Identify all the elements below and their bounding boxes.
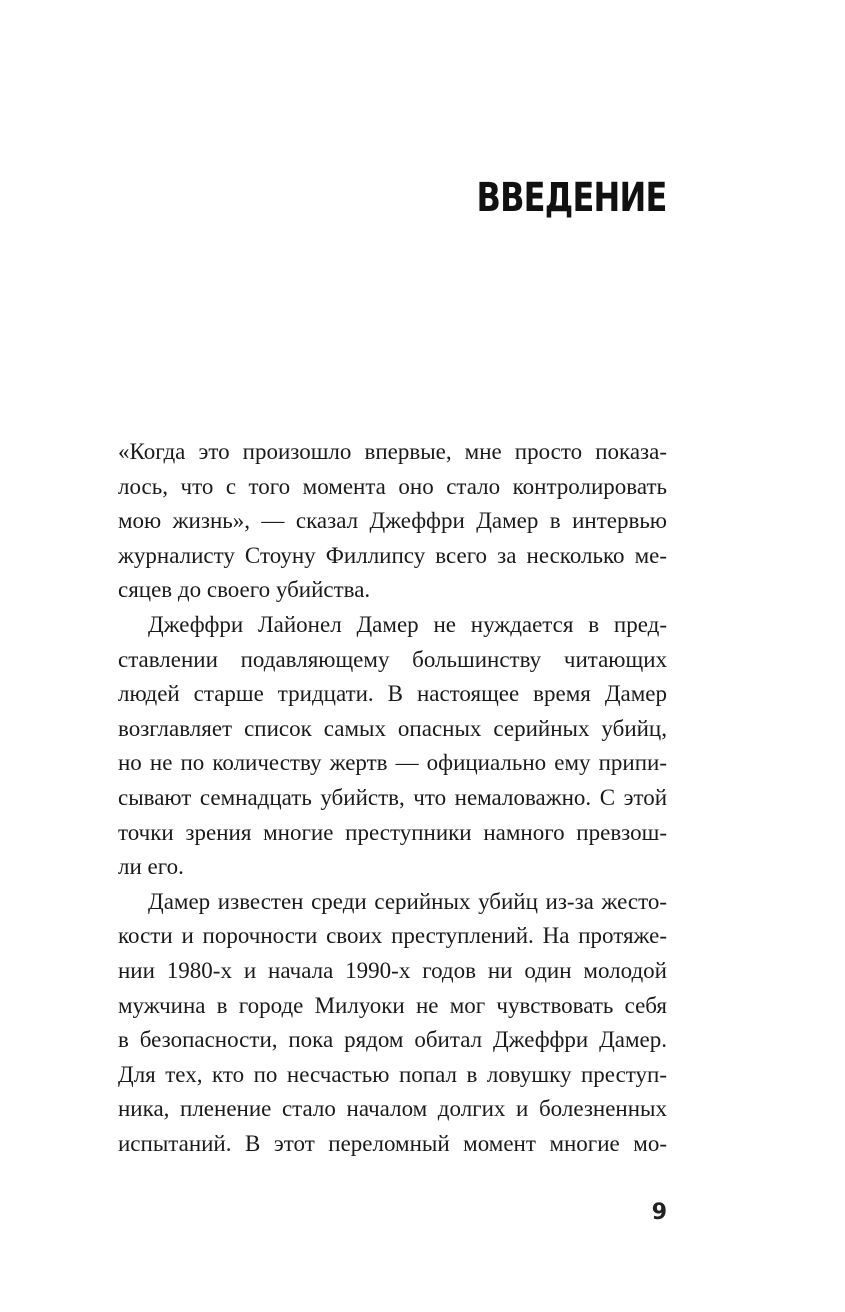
- chapter-title: ВВЕДЕНИЕ: [476, 175, 667, 221]
- text-line: ставлении подавляющему большинству читающих: [118, 646, 667, 672]
- text-line: ника, пленение стало началом долгих и болезненных: [118, 1096, 667, 1122]
- text-line: нии 1980-х и начала 1990-х годов ни один молодой: [118, 957, 667, 983]
- text-line: журналисту Стоуну Филлипсу всего за несколько ме-: [118, 542, 667, 568]
- text-line: Для тех, кто по несчастью попал в ловушку преступ-: [118, 1061, 667, 1087]
- text-line: мою жизнь», — сказал Джеффри Дамер в интервью: [118, 508, 667, 534]
- text-line: «Когда это произошло впервые, мне просто показа-: [118, 439, 667, 464]
- text-line: кости и порочности своих преступлений. На протяже-: [118, 923, 667, 949]
- text-line: испытаний. В этот переломный момент многие мо-: [118, 1130, 667, 1156]
- text-line: возглавляет список самых опасных серийных убийц,: [118, 715, 667, 741]
- text-line: в безопасности, пока рядом обитал Джеффри Дамер.: [118, 1027, 667, 1053]
- text-line: Джеффри Лайонел Дамер не нуждается в пред-: [148, 611, 667, 637]
- text-line: сяцев до своего убийства.: [118, 577, 371, 603]
- text-line: но не по количеству жертв — официально ему припи-: [118, 750, 667, 776]
- text-line: людей старше тридцати. В настоящее время Дамер: [118, 681, 667, 707]
- text-line: ли его.: [118, 854, 184, 880]
- body-text: [118, 435, 667, 1161]
- text-line: мужчина в городе Милуоки не мог чувствовать себя: [118, 992, 667, 1018]
- text-line: Дамер известен среди серийных убийц из-за жесто-: [148, 888, 667, 914]
- text-line: сывают семнадцать убийств, что немаловажно. С этой: [118, 784, 667, 810]
- page-number: 9: [651, 1200, 667, 1225]
- text-line: точки зрения многие преступники намного превзош-: [118, 819, 667, 845]
- text-line: лось, что с того момента оно стало контролировать: [118, 473, 667, 499]
